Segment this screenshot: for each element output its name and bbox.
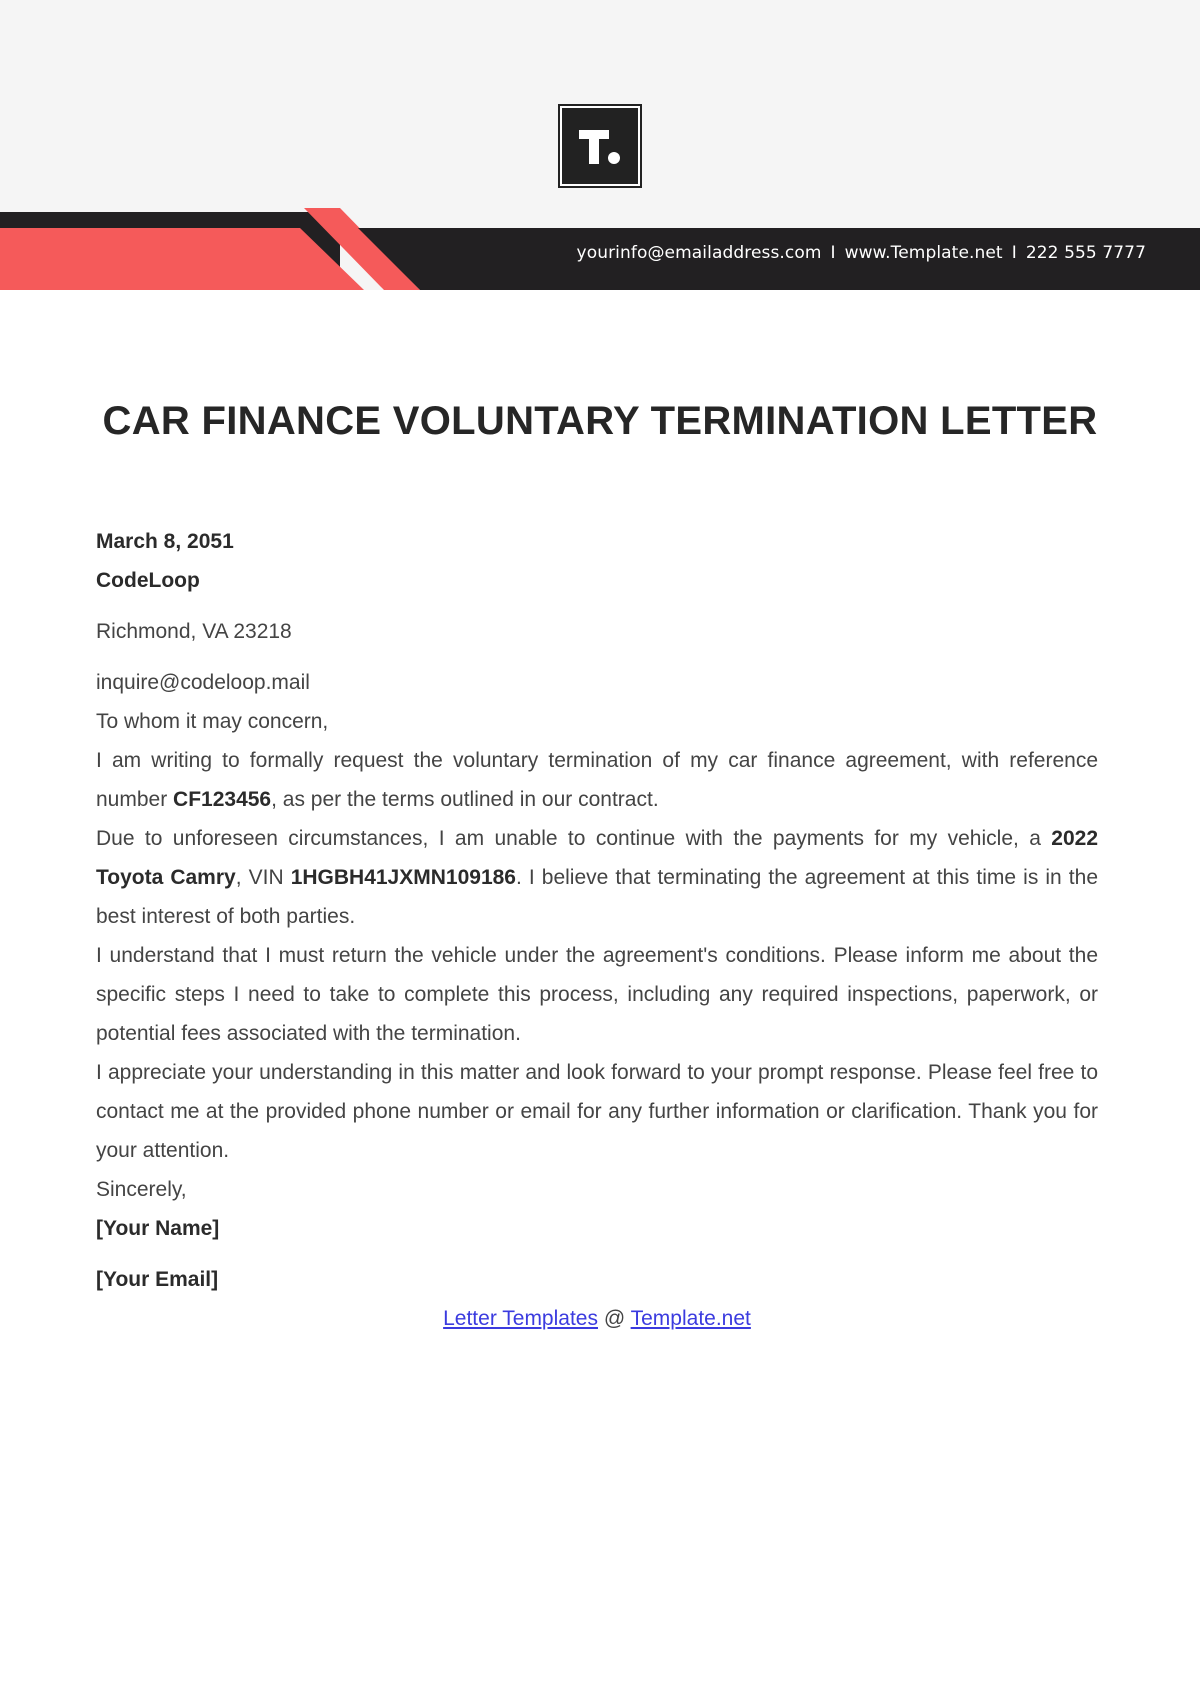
- logo-t-icon: [562, 108, 638, 184]
- recipient-company: CodeLoop: [96, 569, 200, 592]
- company-logo: [560, 106, 640, 186]
- recipient-email: inquire@codeloop.mail: [96, 671, 310, 694]
- paragraph-text: , VIN: [235, 866, 291, 889]
- paragraph-circumstances: [96, 819, 1098, 936]
- sender-name: [Your Name]: [96, 1217, 220, 1240]
- sender-email: [Your Email]: [96, 1268, 219, 1291]
- footer-links: [96, 1299, 1098, 1338]
- letter-date: March 8, 2051: [96, 530, 234, 553]
- paragraph-text: I am writing to formally request the voluntary termination of my car finance agreement, with reference number: [96, 749, 1098, 811]
- paragraph-request: [96, 741, 1098, 819]
- header-separator: I: [1011, 243, 1017, 263]
- paragraph-appreciation: I appreciate your understanding in this matter and look forward to your prompt response. Please feel free to contact me at the provided phone number or email for any further information or clarification. Thank you for your attention.: [96, 1061, 1098, 1162]
- header-email: yourinfo@emailaddress.com: [576, 243, 822, 263]
- band-red-accent: [0, 228, 364, 290]
- header-separator: I: [830, 243, 836, 263]
- paragraph-text: Due to unforeseen circumstances, I am unable to continue with the payments for my vehicle, a: [96, 827, 1052, 850]
- reference-number: CF123456: [173, 788, 272, 811]
- letter-body: [96, 522, 1098, 1338]
- template-net-link[interactable]: Template.net: [630, 1307, 751, 1330]
- salutation: To whom it may concern,: [96, 710, 329, 733]
- vehicle-vin: 1HGBH41JXMN109186: [290, 866, 516, 889]
- footer-at: @: [603, 1307, 626, 1330]
- header-contact: [577, 243, 1146, 263]
- paragraph-return: I understand that I must return the vehicle under the agreement's conditions. Please inform me about the specific steps I need to take to complete this process, including any required inspections, paperwork, or potential fees associated with the termination.: [96, 944, 1098, 1045]
- header-website: www.Template.net: [844, 243, 1003, 263]
- letter-templates-link[interactable]: Letter Templates: [443, 1307, 598, 1330]
- header-phone: 222 555 7777: [1025, 243, 1146, 263]
- vehicle-model: 2022 Toyota Camry: [96, 827, 1098, 889]
- paragraph-text: . I believe that terminating the agreement at this time is in the best interest of both parties.: [96, 866, 1098, 928]
- recipient-address: Richmond, VA 23218: [96, 620, 292, 643]
- paragraph-text: , as per the terms outlined in our contract.: [271, 788, 659, 811]
- page-title: CAR FINANCE VOLUNTARY TERMINATION LETTER: [102, 399, 1098, 443]
- closing: Sincerely,: [96, 1178, 187, 1201]
